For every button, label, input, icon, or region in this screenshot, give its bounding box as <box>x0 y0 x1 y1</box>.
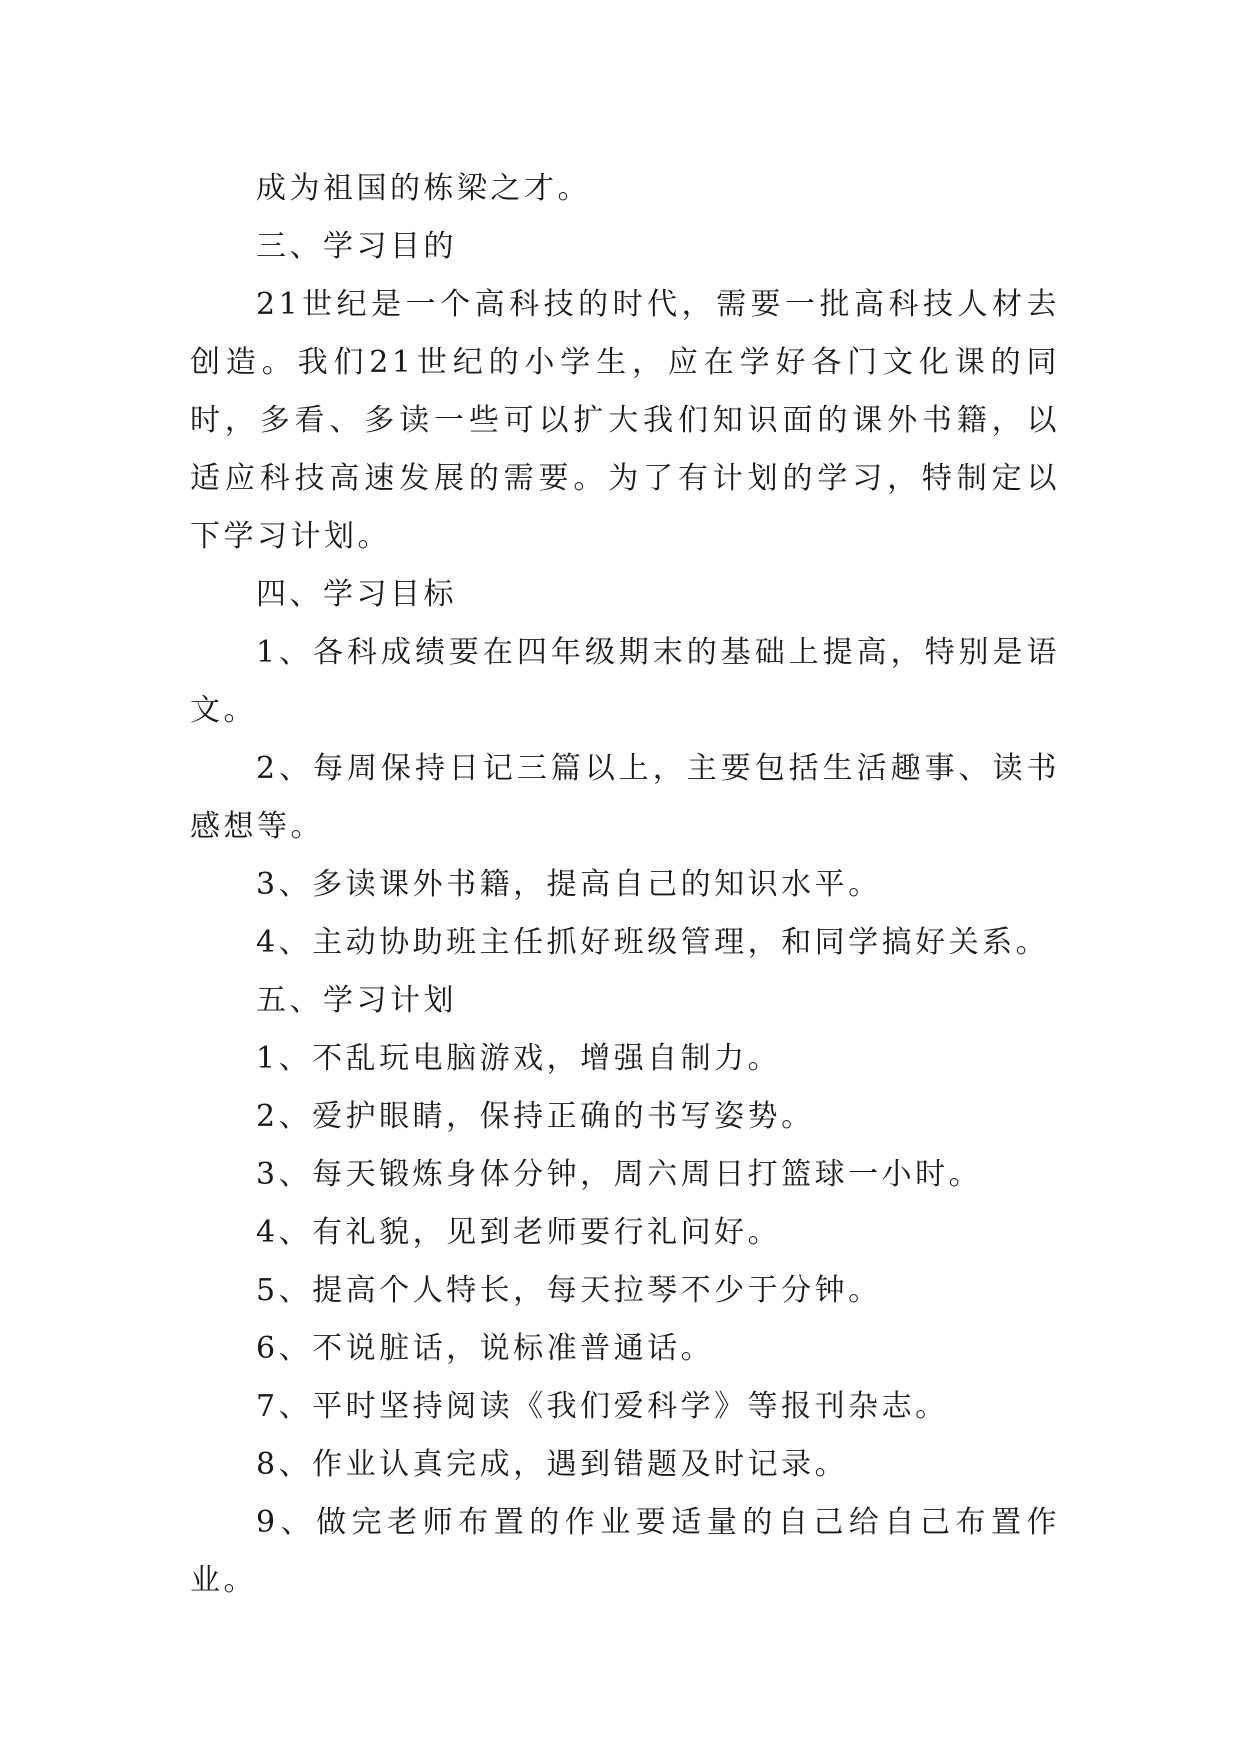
plan-item-9: 9、做完老师布置的作业要适量的自己给自己布置作业。 <box>190 1505 1060 1598</box>
plan-item-7: 7、平时坚持阅读《我们爱科学》等报刊杂志。 <box>256 1389 949 1424</box>
section-heading-plan: 五、学习计划 <box>256 983 457 1018</box>
goal-item-4: 4、主动协助班主任抓好班级管理，和同学搞好关系。 <box>256 925 1050 960</box>
document-body <box>190 160 1060 1610</box>
paragraph-purpose: 21世纪是一个高科技的时代，需要一批高科技人材去创造。我们21世纪的小学生，应在学好各门文化课的同时，多看、多读一些可以扩大我们知识面的课外书籍，以适应科技高速发展的需要。为了有计划的学习，特制定以下学习计划。 <box>190 287 1060 554</box>
plan-item-8: 8、作业认真完成，遇到错题及时记录。 <box>256 1447 849 1482</box>
plan-item-1: 1、不乱玩电脑游戏，增强自制力。 <box>256 1041 782 1076</box>
plan-item-5: 5、提高个人特长，每天拉琴不少于分钟。 <box>256 1273 882 1308</box>
goal-item-2: 2、每周保持日记三篇以上，主要包括生活趣事、读书感想等。 <box>190 751 1060 844</box>
section-heading-purpose: 三、学习目的 <box>256 229 457 264</box>
plan-item-2: 2、爱护眼睛，保持正确的书写姿势。 <box>256 1099 815 1134</box>
paragraph-continuation: 成为祖国的栋梁之才。 <box>256 171 591 206</box>
plan-item-6: 6、不说脏话，说标准普通话。 <box>256 1331 715 1366</box>
section-heading-goals: 四、学习目标 <box>256 577 457 612</box>
plan-item-3: 3、每天锻炼身体分钟，周六周日打篮球一小时。 <box>256 1157 983 1192</box>
goal-item-3: 3、多读课外书籍，提高自己的知识水平。 <box>256 867 882 902</box>
plan-item-4: 4、有礼貌，见到老师要行礼问好。 <box>256 1215 782 1250</box>
goal-item-1: 1、各科成绩要在四年级期末的基础上提高，特别是语文。 <box>190 635 1060 728</box>
